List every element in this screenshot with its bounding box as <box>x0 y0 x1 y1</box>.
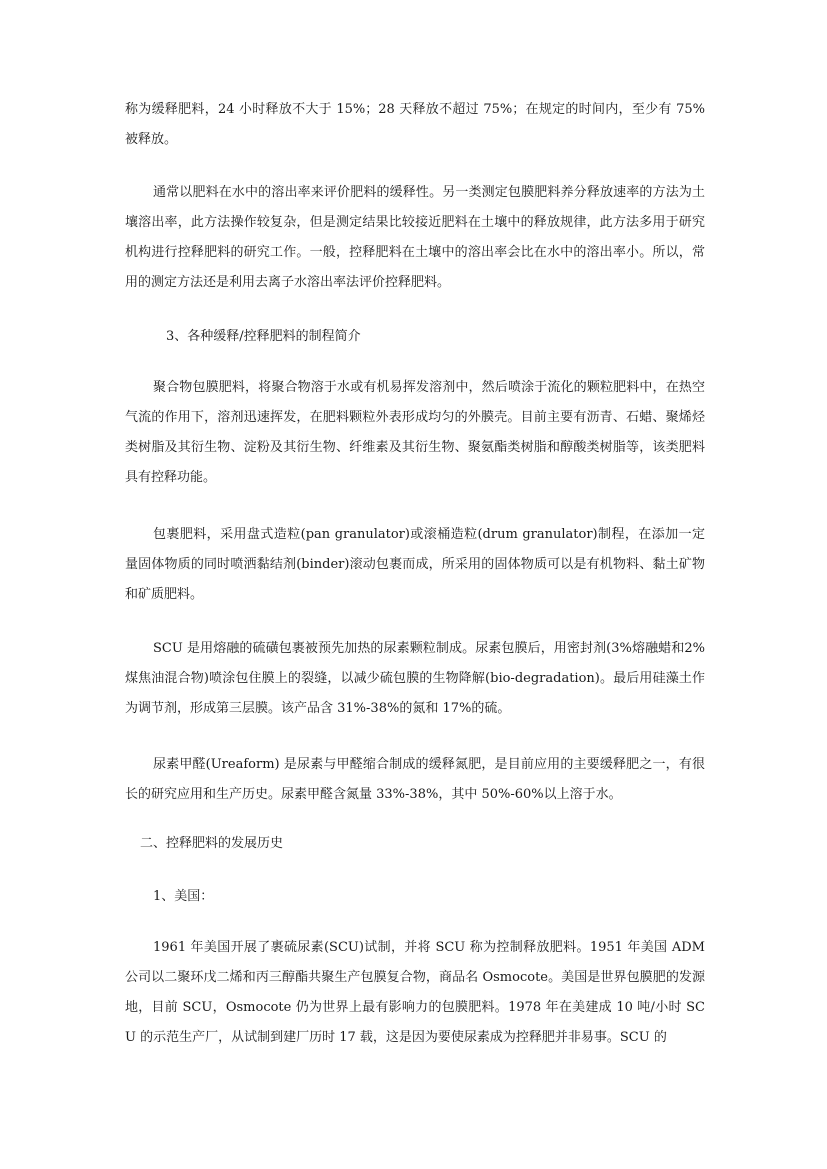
paragraph-scu: SCU 是用熔融的硫磺包裹被预先加热的尿素颗粒制成。尿素包膜后，用密封剂(3%熔融蜡和2%煤焦油混合物)喷涂包住膜上的裂缝，以减少硫包膜的生物降解(bio-degradation)。最后用硅藻土作为调节剂，形成第三层膜。该产品含 31%-38%的氮和 17%的硫。 <box>125 641 705 716</box>
subsection-heading-usa: 1、美国： <box>153 889 214 904</box>
section-heading-process-overview: 3、各种缓释/控释肥料的制程简介 <box>166 329 361 344</box>
paragraph-ureaform: 尿素甲醛(Ureaform) 是尿素与甲醛缩合制成的缓释氮肥，是目前应用的主要缓释肥之一，有很长的研究应用和生产历史。尿素甲醛含氮量 33%-38%，其中 50%-60%以上溶于水。 <box>125 757 705 802</box>
paragraph-polymer-coated-fertilizer: 聚合物包膜肥料，将聚合物溶于水或有机易挥发溶剂中，然后喷涂于流化的颗粒肥料中，在热空气流的作用下，溶剂迅速挥发，在肥料颗粒外表形成均匀的外膜壳。目前主要有沥青、石蜡、聚烯烃类树脂及其衍生物、淀粉及其衍生物、纤维素及其衍生物、聚氨酯类树脂和醇酸类树脂等，该类肥料具有控释功能。 <box>125 380 705 485</box>
section-heading-development-history: 二、控释肥料的发展历史 <box>140 836 284 851</box>
paragraph-release-rate-measurement: 通常以肥料在水中的溶出率来评价肥料的缓释性。另一类测定包膜肥料养分释放速率的方法为土壤溶出率，此方法操作较复杂，但是测定结果比较接近肥料在土壤中的释放规律，此方法多用于研究机构进行控释肥料的研究工作。一般，控释肥料在土壤中的溶出率会比在水中的溶出率小。所以，常用的测定方法还是利用去离子水溶出率法评价控释肥料。 <box>125 185 705 290</box>
paragraph-wrapped-fertilizer: 包裹肥料，采用盘式造粒(pan granulator)或滚桶造粒(drum granulator)制程，在添加一定量固体物质的同时喷洒黏结剂(binder)滚动包裹而成，所采用的固体物质可以是有机物料、黏土矿物和矿质肥料。 <box>125 527 705 602</box>
paragraph-slow-release-definition: 称为缓释肥料，24 小时释放不大于 15%；28 天释放不超过 75%；在规定的时间内，至少有 75% 被释放。 <box>125 102 705 147</box>
paragraph-usa-history: 1961 年美国开展了裹硫尿素(SCU)试制，并将 SCU 称为控制释放肥料。1951 年美国 ADM 公司以二聚环戊二烯和丙三醇酯共聚生产包膜复合物，商品名 Osmocote。美国是世界包膜肥的发源地，目前 SCU，Osmocote 仍为世界上最有影响力的包膜肥料。1978 年在美建成 10 吨/小时 SCU 的示范生产厂，从试制到建厂历时 17 载，这是因为要使尿素成为控释肥并非易事。SCU 的 <box>125 940 705 1045</box>
